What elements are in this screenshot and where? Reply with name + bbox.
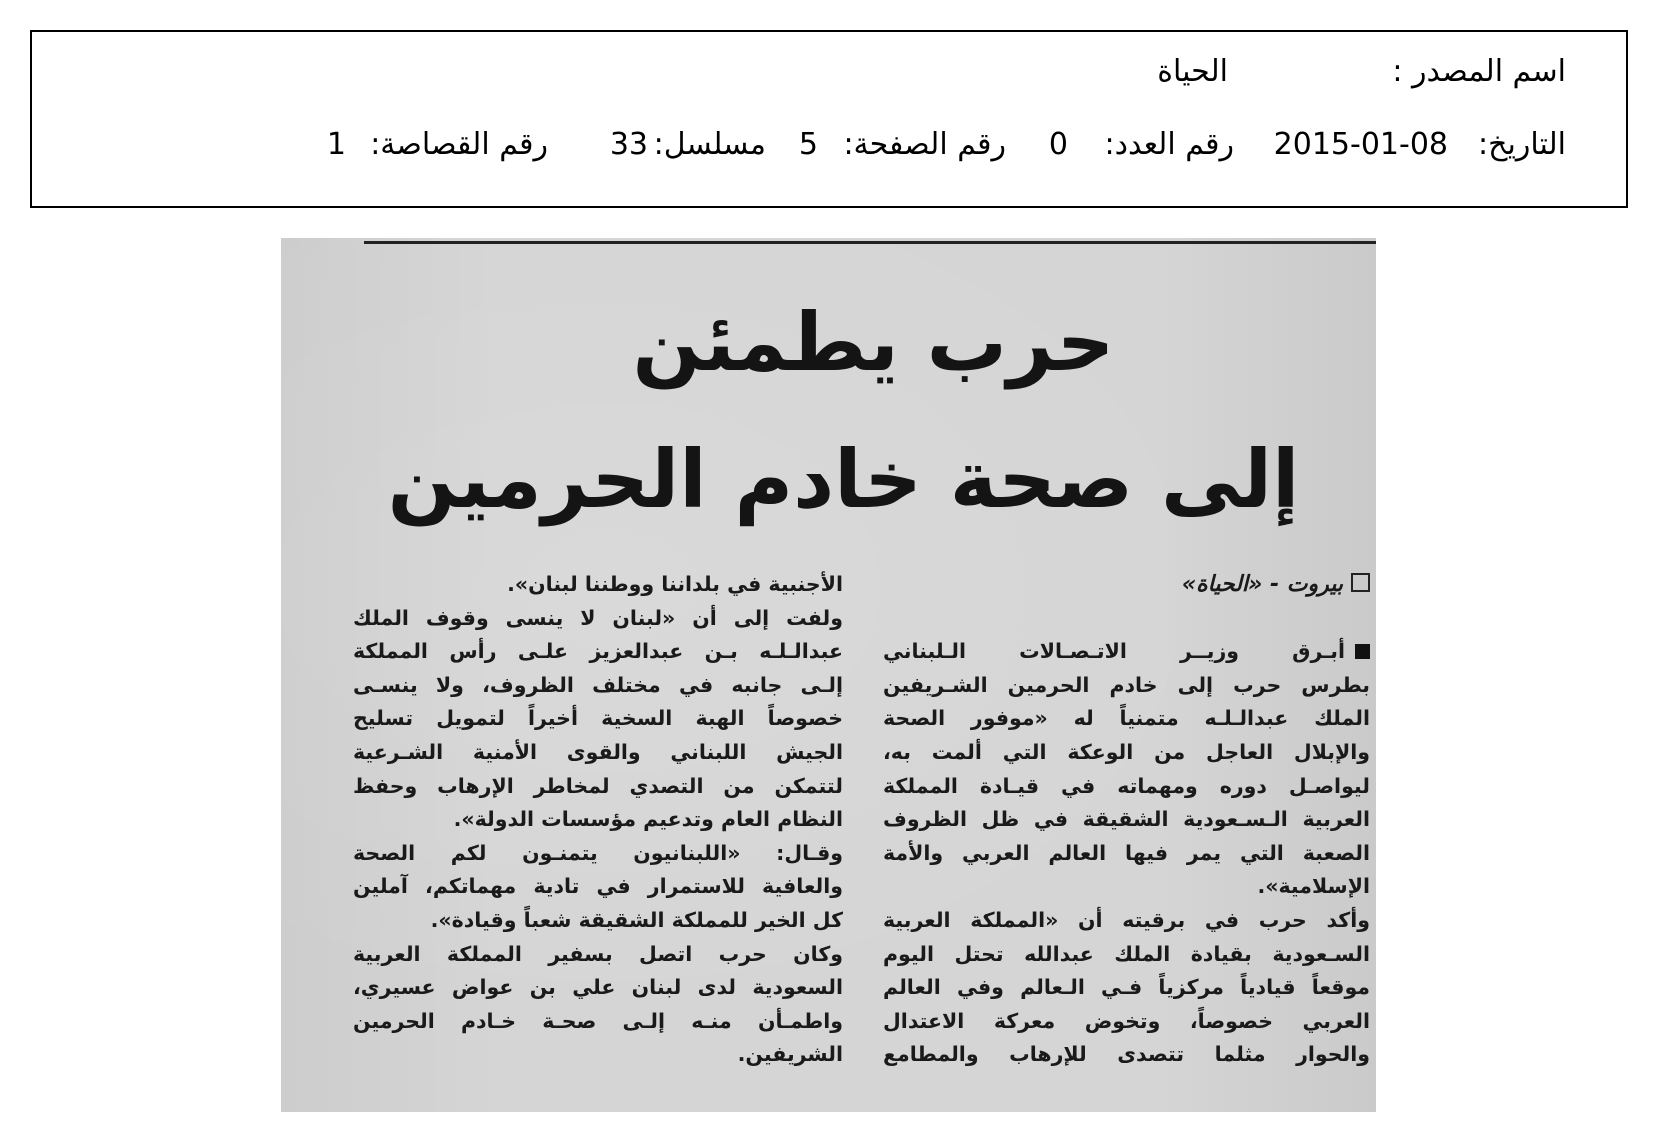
body-line: وأكد حرب في برقيته أن «المملكة العربية	[883, 907, 1370, 932]
body-line: وكان حرب اتصل بسفير المملكة العربية	[353, 941, 843, 966]
body-line: الأجنبية في بلداننا ووطننا لبنان».	[507, 572, 843, 596]
page-label: رقم الصفحة:	[843, 127, 1006, 162]
body-line: والعافية للاستمرار في تادية مهماتكم، آملين	[353, 874, 843, 899]
body-line: السعودية لدى لبنان علي بن عواض عسيري،	[353, 975, 843, 1000]
body-line: والحوار مثلما تتصدى للإرهاب والمطامع	[883, 1042, 1370, 1067]
body-line: عبدالـلـه بـن عبدالعزيز علـى رأس المملكة	[353, 639, 843, 664]
serial-label: مسلسل:	[653, 127, 766, 162]
body-line: موقعاً قيادياً مركزياً فـي الـعالم وفي العالم	[883, 975, 1370, 1000]
article-column-right	[883, 568, 1370, 1072]
top-rule	[364, 241, 1376, 244]
serial-value: 33	[609, 127, 648, 162]
date-value: 2015-01-08	[1273, 127, 1448, 162]
body-line: وقـال: «اللبنانيون يتمنـون لكم الصحة	[353, 840, 843, 865]
date-label: التاريخ:	[1478, 127, 1566, 162]
body-line: الصعبة التي يمر فيها العالم العربي والأمة	[883, 840, 1370, 865]
body-line: ليواصـل دوره ومهماته في قيـادة المملكة	[883, 773, 1370, 798]
metadata-box	[30, 30, 1628, 208]
body-line: الإسلامية».	[1257, 874, 1370, 899]
source-value: الحياة	[1157, 54, 1228, 89]
body-line: ولفت إلى أن «لبنان لا ينسى وقوف الملك	[353, 605, 843, 630]
body-line: العربي خصوصاً، وتخوض معركة الاعتدال	[883, 1008, 1370, 1033]
body-line: بطرس حرب إلى خادم الحرمين الشـريفين	[883, 672, 1370, 697]
newspaper-clipping	[281, 238, 1376, 1112]
issue-label: رقم العدد:	[1104, 127, 1234, 162]
body-line: والإبلال العاجل من الوعكة التي ألمت به،	[883, 739, 1370, 764]
headline-line-2: إلى صحة خادم الحرمين	[387, 433, 1300, 526]
article-column-left	[353, 568, 843, 1072]
body-line: كل الخير للمملكة الشقيقة شعباً وقيادة».	[430, 907, 843, 932]
body-line: العربية الـسـعودية الشقيقة في ظل الظروف	[883, 807, 1370, 832]
source-label: اسم المصدر :	[1392, 54, 1566, 89]
body-line: لتتمكن من التصدي لمخاطر الإرهاب وحفظ	[353, 773, 843, 798]
body-line: الشريفين.	[737, 1042, 843, 1067]
column-spacer	[883, 602, 1370, 636]
body-line: واطمـأن منـه إلـى صحـة خـادم الحرمين	[353, 1008, 843, 1033]
body-line: إلـى جانبه في مختلف الظروف، ولا ينسـى	[353, 672, 843, 697]
dateline-text: بيروت - «الحياة»	[1181, 572, 1343, 597]
issue-value: 0	[1048, 127, 1068, 162]
body-line: الجيش اللبناني والقوى الأمنية الشـرعية	[353, 739, 843, 764]
body-line: خصوصاً الهبة السخية أخيراً لتمويل تسليح	[353, 706, 843, 731]
clip-label: رقم القصاصة:	[370, 127, 548, 162]
square-bullet-icon	[1355, 644, 1370, 659]
body-line: أبـرق وزيــر الاتـصـالات الـلبناني	[883, 635, 1370, 669]
body-line: السـعودية بقيادة الملك عبدالله تحتل اليوم	[883, 941, 1370, 966]
body-line: النظام العام وتدعيم مؤسسات الدولة».	[453, 807, 843, 832]
headline-line-1: حرب يطمئن	[632, 296, 1115, 389]
clip-value: 1	[326, 127, 346, 162]
square-outline-icon	[1351, 573, 1370, 592]
page-value: 5	[798, 127, 818, 162]
body-line: الملك عبدالـلـه متمنياً له «موفور الصحة	[883, 706, 1370, 731]
dateline	[883, 568, 1370, 602]
